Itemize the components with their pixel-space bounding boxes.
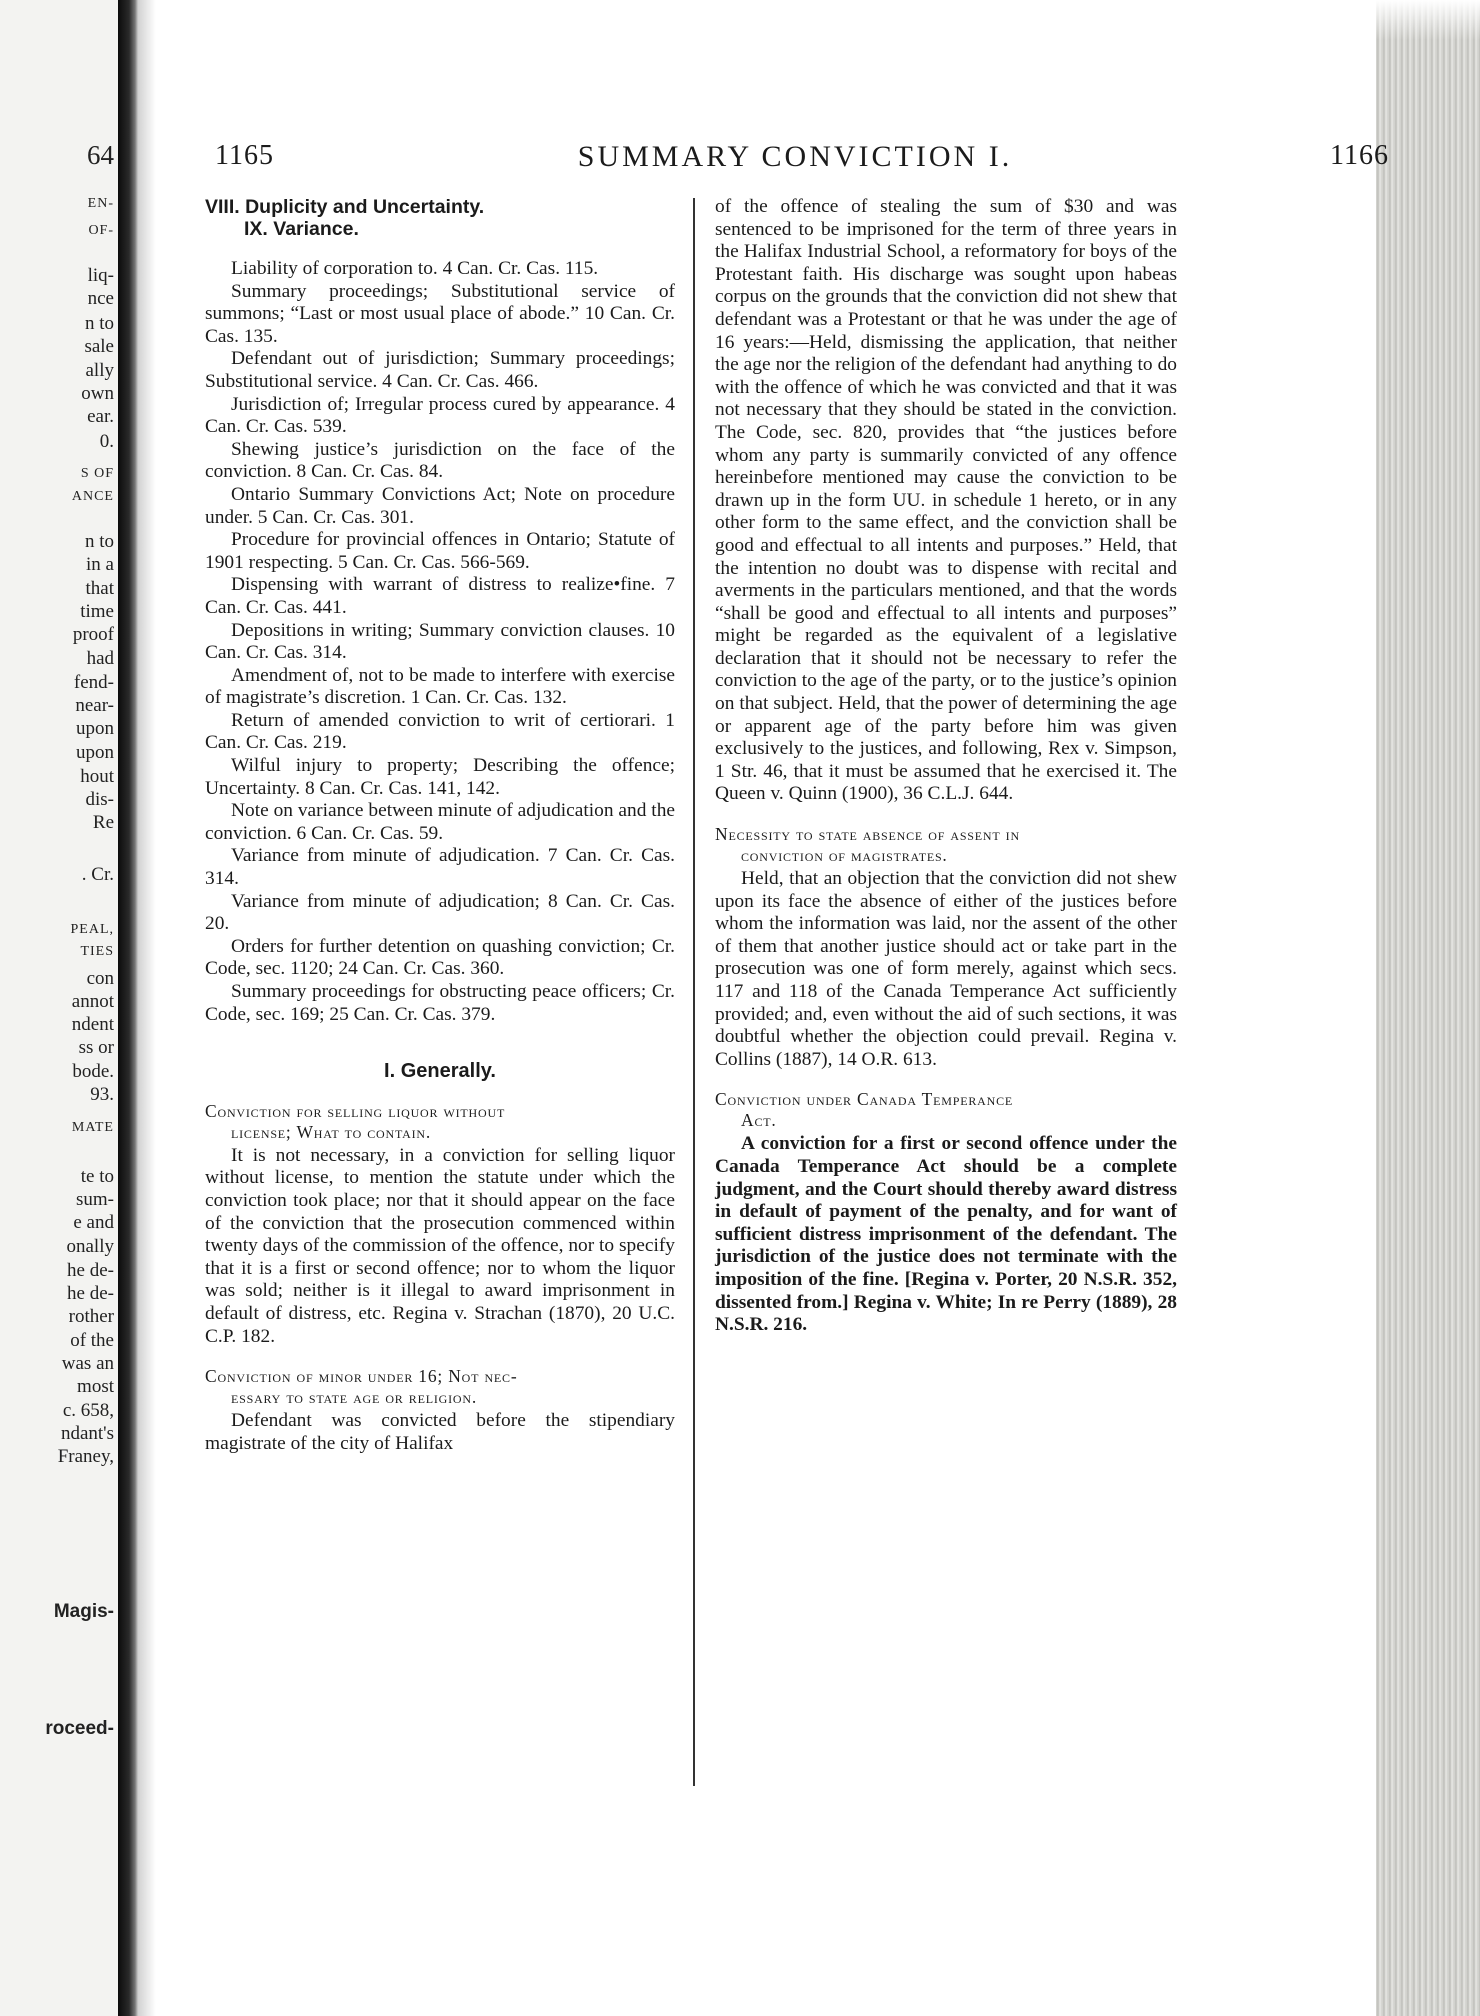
paragraph-temperance: A conviction for a first or second offence under the Canada Temperance Act should be a complete judgment, and the Court should thereby award distress in default of payment of the penalty, and for want of sufficient distress imprisonment of the defendant. The jurisdiction of the justice does not terminate with the imposition of the fine. [Regina v. Porter, 20 N.S.R. 352, dissented from.] Regina v. White; In re Perry (1889), 28 N.S.R. 216. <box>715 1133 1177 1336</box>
facing-page-text: upon <box>76 718 114 739</box>
facing-page-text: nce <box>87 288 114 309</box>
facing-page-text: sale <box>84 336 114 357</box>
facing-page-text: Franey, <box>57 1446 114 1467</box>
facing-page-text: in a <box>86 554 114 575</box>
index-entry: Variance from minute of adjudication; 8 Can. Cr. Cas. 20. <box>205 890 675 935</box>
subheading-liquor-line2: license; What to contain. <box>231 1121 432 1142</box>
facing-page-text: te to <box>80 1166 114 1187</box>
facing-page-text: 93. <box>90 1084 114 1105</box>
facing-page-text: ss or <box>78 1037 114 1058</box>
facing-page-text: ANCE <box>71 489 114 504</box>
subheading-minor-line1: Conviction of minor under 16; Not nec- <box>205 1366 518 1387</box>
facing-page-text: ear. <box>87 406 114 427</box>
column-rule <box>693 198 695 1786</box>
facing-page-text: con <box>86 968 114 989</box>
facing-page-text: OF- <box>88 223 114 238</box>
subheading-temperance <box>715 1089 1177 1131</box>
facing-page-text: annot <box>71 991 114 1012</box>
index-entry: Liability of corporation to. 4 Can. Cr. Cas. 115. <box>231 258 599 279</box>
gutter-shadow <box>138 0 156 2016</box>
paragraph-liquor: It is not necessary, in a conviction for selling liquor without license, to mention the statute under which the conviction took place; nor that it should appear on the face of the conviction that the prosecution commenced within twenty days of the commission of the offence, nor to specify that it is a first or second offence; nor to whom the liquor was sold; neither is it illegal to award imprisonment in default of distress, etc. Regina v. Strachan (1870), 20 U.C. C.P. 182. <box>205 1144 675 1347</box>
facing-page-text: roceed- <box>45 1718 114 1739</box>
book-gutter <box>118 0 138 2016</box>
left-column <box>205 196 675 1455</box>
subheading-minor-line2: essary to state age or religion. <box>231 1387 478 1408</box>
index-entry: Dispensing with warrant of distress to realize•fine. 7 Can. Cr. Cas. 441. <box>205 574 675 618</box>
facing-page-text: rother <box>68 1306 114 1327</box>
page-number-left: 1165 <box>215 140 274 171</box>
facing-page-text: sum- <box>76 1189 114 1210</box>
subheading-temperance-line2: Act. <box>741 1110 777 1131</box>
subheading-temperance-line1: Conviction under Canada Temperance <box>715 1089 1014 1110</box>
page-edges-highlight <box>1376 0 1480 40</box>
facing-page-text: had <box>86 648 114 669</box>
index-entries <box>205 258 675 1026</box>
facing-page-text: was an <box>61 1353 114 1374</box>
index-entry: Return of amended conviction to writ of certiorari. 1 Can. Cr. Cas. 219. <box>205 709 675 754</box>
facing-page-text: of the <box>70 1330 114 1351</box>
facing-page-text: he de- <box>67 1283 114 1304</box>
heading-variance: IX. Variance. <box>244 218 359 240</box>
subheading-assent-line1: Necessity to state absence of assent in <box>715 824 1020 845</box>
paragraph-minor-continued: of the offence of stealing the sum of $30 and was sentenced to be imprisoned for the term of three years in the Halifax Industrial School, a reformatory for boys of the Protestant faith. His discharge was sought upon habeas corpus on the grounds that the conviction did not shew that defendant was a Protestant or that he was under the age of 16 years:—Held, dismissing the application, that neither the age nor the religion of the defendant had anything to do with the offence of which he was convicted and that it was not necessary that they should be stated in the conviction. The Code, sec. 820, provides that “the justices before whom any party is summarily convicted of any offence hereinbefore mentioned may cause the conviction to be drawn up in the form UU. in schedule 1 hereto, or in any other form to the same effect, and the conviction shall be good and effectual to all intents and purposes.” Held, that the intention no doubt was to dispense with recital and averments in the particulars mentioned, and that the words “shall be good and effectual to all intents and purposes” might be regarded as the equivalent of a legislative declaration that it should not be necessary to refer the conviction to the age of the party, or to the justice’s opinion on that subject. Held, that the power of determining the age or apparent age of the party before him was given exclusively to the justices, and following, Rex v. Simpson, 1 Str. 46, that it must be assumed that he exercised it. The Queen v. Quinn (1900), 36 C.L.J. 644. <box>715 196 1177 805</box>
facing-page-text: EN- <box>87 196 114 211</box>
facing-page-text: ndant's <box>60 1423 114 1444</box>
facing-page-text: c. 658, <box>62 1400 114 1421</box>
subheading-minor <box>205 1366 675 1408</box>
index-entry: Amendment of, not to be made to interfere with exercise of magistrate’s discretion. 1 Can. Cr. Cas. 132. <box>205 664 675 709</box>
index-entry: Ontario Summary Convictions Act; Note on procedure under. 5 Can. Cr. Cas. 301. <box>205 483 675 528</box>
running-head <box>215 140 1389 180</box>
index-entry: Procedure for provincial offences in Ontario; Statute of 1901 respecting. 5 Can. Cr. Cas. 566-569. <box>205 529 675 573</box>
facing-page-text: n to <box>84 313 114 334</box>
paragraph-minor-start: Defendant was convicted before the stipendiary magistrate of the city of Halifax <box>205 1410 675 1454</box>
heading-duplicity: VIII. Duplicity and Uncertainty. <box>205 196 485 218</box>
facing-page-text: n to <box>84 531 114 552</box>
index-entry: Variance from minute of adjudication. 7 Can. Cr. Cas. 314. <box>205 845 675 890</box>
index-entry: Wilful injury to property; Describing the offence; Uncertainty. 8 Can. Cr. Cas. 141, 142. <box>205 755 675 799</box>
subheading-liquor-line1: Conviction for selling liquor without <box>205 1100 506 1121</box>
index-entry: Summary proceedings; Substitutional service of summons; “Last or most usual place of abode.” 10 Can. Cr. Cas. 135. <box>205 280 675 347</box>
page-title: SUMMARY CONVICTION I. <box>577 140 1013 173</box>
subheading-liquor <box>205 1101 675 1143</box>
facing-page-text: 64 <box>87 140 114 170</box>
facing-page-text: TIES <box>80 944 114 959</box>
facing-page-text: hout <box>80 766 114 787</box>
facing-page-text: dis- <box>85 789 114 810</box>
facing-page-text: . Cr. <box>81 864 114 885</box>
facing-page-text: S OF <box>80 466 114 481</box>
index-entry: Orders for further detention on quashing conviction; Cr. Code, sec. 1120; 24 Can. Cr. Cas. 360. <box>205 935 675 980</box>
index-entry: Note on variance between minute of adjudication and the conviction. 6 Can. Cr. Cas. 59. <box>205 800 675 844</box>
facing-page-text: liq- <box>87 265 114 286</box>
facing-page-text: Magis- <box>53 1601 114 1622</box>
facing-page-text: MATE <box>71 1120 114 1135</box>
facing-page-text: he de- <box>67 1260 114 1281</box>
facing-page-text: proof <box>72 624 114 645</box>
facing-page-text: fend- <box>73 672 114 693</box>
subheading-assent <box>715 824 1177 866</box>
facing-page-text: that <box>85 578 114 599</box>
index-entry: Defendant out of jurisdiction; Summary proceedings; Substitutional service. 4 Can. Cr. Cas. 466. <box>205 348 675 392</box>
facing-page-text: bode. <box>72 1061 114 1082</box>
facing-page-text: own <box>81 383 114 404</box>
facing-page-text: time <box>80 601 114 622</box>
facing-page-text: 0. <box>99 431 114 452</box>
paragraph-assent: Held, that an objection that the conviction did not shew upon its face the absence of either of the justices before whom the information was laid, nor the assent of the other of them that another justice should act or take part in the prosecution was one of form merely, against which secs. 117 and 118 of the Canada Temperance Act sufficiently provided; and, even without the aid of such sections, it was doubtful whether the objection could prevail. Regina v. Collins (1887), 14 O.R. 613. <box>715 868 1177 1070</box>
index-entry: Summary proceedings for obstructing peace officers; Cr. Code, sec. 169; 25 Can. Cr. Cas. 379. <box>205 981 675 1025</box>
facing-page-text: e and <box>73 1212 114 1233</box>
facing-page-text: PEAL, <box>70 922 114 937</box>
subheading-assent-line2: conviction of magistrates. <box>741 845 948 866</box>
page-edges <box>1376 0 1480 2016</box>
facing-page-text: near- <box>75 695 114 716</box>
index-entry: Depositions in writing; Summary conviction clauses. 10 Can. Cr. Cas. 314. <box>205 619 675 664</box>
section-title-generally: I. Generally. <box>384 1060 496 1083</box>
index-entry: Jurisdiction of; Irregular process cured by appearance. 4 Can. Cr. Cas. 539. <box>205 393 675 438</box>
facing-page-text: onally <box>66 1236 114 1257</box>
facing-page-text: ndent <box>71 1014 114 1035</box>
index-entry: Shewing justice’s jurisdiction on the face of the conviction. 8 Can. Cr. Cas. 84. <box>205 438 675 483</box>
facing-page-text: upon <box>76 742 114 763</box>
facing-page-text: most <box>77 1376 114 1397</box>
facing-page-text: Re <box>92 812 114 833</box>
right-column <box>715 196 1177 1337</box>
page-number-right: 1166 <box>1330 140 1389 171</box>
facing-page-fragment <box>0 0 118 2016</box>
facing-page-text: ally <box>85 360 114 381</box>
